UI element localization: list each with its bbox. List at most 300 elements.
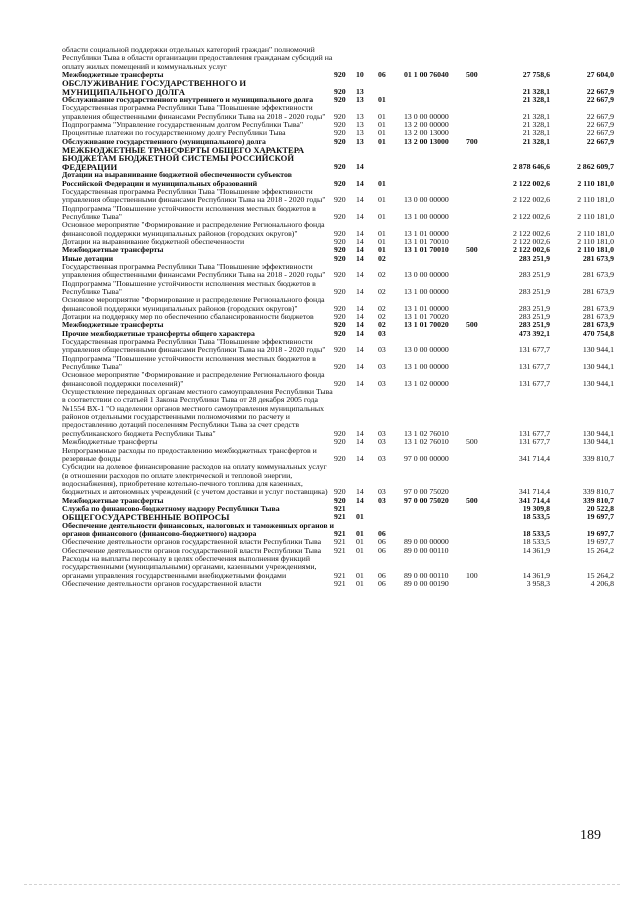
row-section-code: 14 [356,228,364,238]
row-subsection-code [378,505,404,513]
row-subsection-code: 02 [378,270,386,280]
row-section-code: 14 [356,487,364,497]
row-ministry-code: 920 [334,270,346,280]
row-amount-2019: 2 122 002,6 [512,195,550,205]
row-name: Государственная программа Республики Тыва "Повышение эффективности управления общественными финансами Республики Тыва на 2018 - 2020 годы" [62,186,326,205]
row-section-code [356,46,378,71]
table-row [62,580,614,588]
row-section-code: 01 [356,512,364,522]
row-section-code: 14 [356,253,364,263]
row-expense-type-code [466,388,492,438]
row-amount-2019: 27 758,6 [522,70,550,80]
row-amount-2020: 281 673,9 [582,320,614,330]
row-amount-2020: 130 944,1 [582,362,614,372]
table-row [62,188,614,205]
row-subsection-code: 03 [378,378,386,388]
row-amount-2020: 130 944,1 [582,378,614,388]
row-section-code: 14 [356,211,364,221]
row-target-article-code [404,255,466,263]
row-section-code: 01 [356,545,364,555]
row-amount-2020: 15 264,2 [586,570,614,580]
row-amount-2020: 281 673,9 [582,303,614,313]
row-ministry-code: 920 [334,320,346,330]
row-expense-type-code: 500 [466,70,478,80]
row-name: Дотации на поддержку мер по обеспечению сбалансированности бюджетов [62,312,314,321]
row-subsection-code: 03 [378,437,386,447]
row-ministry-code: 920 [334,161,346,171]
row-amount-2020: 2 110 181,0 [577,245,614,255]
row-amount-2019: 18 533,5 [522,512,550,522]
row-name: Дотации на выравнивание бюджетной обеспеченности [62,236,245,246]
row-expense-type-code [466,330,492,338]
row-amount-2019: 21 328,1 [522,95,550,105]
row-subsection-code: 06 [378,537,386,547]
row-section-code: 01 [356,570,364,580]
row-amount-2019: 131 677,7 [518,345,550,355]
row-expense-type-code [466,580,492,588]
row-subsection-code: 03 [378,428,386,438]
row-subsection-code: 03 [378,453,386,463]
row-amount-2019: 283 251,9 [518,312,550,321]
row-target-article-code [404,146,466,171]
row-expense-type-code [466,255,492,263]
row-subsection-code: 01 [378,111,386,121]
table-row [62,355,614,372]
row-amount-2019: 131 677,7 [518,437,550,447]
row-expense-type-code: 500 [466,245,478,255]
row-target-article-code [404,505,466,513]
row-target-article-code: 13 1 00 00000 [404,286,449,296]
row-target-article-code: 13 1 01 70020 [404,312,449,321]
row-subsection-code: 01 [378,228,386,238]
row-target-article-code: 97 0 00 75020 [404,495,449,505]
row-ministry-code: 921 [334,579,346,588]
row-amount-2020: 20 522,8 [586,503,614,513]
row-ministry-code: 920 [334,328,346,338]
row-amount-2019: 3 958,3 [526,579,550,588]
row-subsection-code [378,513,404,521]
table-row [62,463,614,496]
row-section-code: 14 [356,428,364,438]
row-target-article-code: 13 1 00 00000 [404,211,449,221]
row-name: Межбюджетные трансферты [62,320,164,330]
row-section-code: 14 [356,437,364,447]
row-amount-2019: 473 392,1 [518,328,550,338]
row-expense-type-code: 100 [466,570,478,580]
row-ministry-code: 920 [334,253,346,263]
row-subsection-code: 02 [378,303,386,313]
row-ministry-code: 920 [334,312,346,321]
row-target-article-code [404,522,466,539]
row-name: Обеспечение деятельности финансовых, налоговых и таможенных органов и органов финансового (финансово-бюджетного) надзора [62,520,335,538]
row-expense-type-code [466,121,492,129]
row-amount-2019: 21 328,1 [522,128,550,138]
row-target-article-code: 13 1 01 70010 [404,245,449,255]
row-amount-2020: 470 754,8 [582,328,614,338]
row-target-article-code: 13 0 00 00000 [404,111,449,121]
row-amount-2019: 341 714,4 [518,487,550,497]
table-row [62,205,614,222]
row-ministry-code: 920 [334,362,346,372]
row-section-code: 14 [356,195,364,205]
row-target-article-code: 13 2 00 00000 [404,120,449,130]
table-row [62,46,614,71]
row-amount-2019: 2 122 002,6 [512,211,550,221]
row-target-article-code: 13 1 00 00000 [404,362,449,372]
row-amount-2020: 27 604,0 [586,70,614,80]
row-name: Государственная программа Республики Тыва "Повышение эффективности управления общественными финансами Республики Тыва на 2018 - 2020 годы" [62,337,326,355]
row-name: Государственная программа Республики Тыва "Повышение эффективности управления общественными финансами Республики Тыва на 2018 - 2020 годы" [62,261,326,280]
row-expense-type-code: 700 [466,136,478,146]
row-target-article-code: 01 1 00 76040 [404,70,449,80]
row-ministry-code: 920 [334,228,346,238]
table-row [62,371,614,388]
row-name: Подпрограмма "Повышение устойчивости исполнения местных бюджетов в Республике Тыва" [62,203,316,221]
row-subsection-code: 01 [378,128,386,138]
row-amount-2019: 283 251,9 [518,286,550,296]
row-section-code: 13 [356,136,364,146]
row-section-code: 14 [356,161,364,171]
row-amount-2019: 18 533,5 [522,528,550,538]
row-amount-2020: 339 810,7 [582,495,614,505]
row-subsection-code: 01 [378,178,386,188]
row-expense-type-code [466,296,492,313]
row-subsection-code: 02 [378,253,386,263]
table-row [62,221,614,238]
row-amount-2019: 21 328,1 [522,136,550,146]
row-amount-2020: 281 673,9 [582,286,614,296]
row-subsection-code [378,79,404,96]
row-target-article-code: 89 0 00 00110 [404,545,449,555]
row-expense-type-code [466,263,492,280]
row-ministry-code: 920 [334,136,346,146]
row-amount-2019: 2 122 002,6 [512,236,550,246]
row-expense-type-code [466,171,492,188]
table-row [62,388,614,438]
row-subsection-code: 01 [378,120,386,130]
row-amount-2019: 21 328,1 [522,111,550,121]
row-expense-type-code [466,280,492,297]
row-amount-2020: 339 810,7 [582,453,614,463]
row-ministry-code: 920 [334,128,346,138]
row-section-code: 01 [356,537,364,547]
row-name: Обеспечение деятельности органов государственной власти [62,579,262,588]
row-ministry-code: 920 [334,70,346,80]
row-subsection-code: 06 [378,528,386,538]
row-amount-2020: 339 810,7 [582,487,614,497]
row-ministry-code: 920 [334,120,346,130]
row-expense-type-code [466,547,492,555]
row-section-code: 14 [356,245,364,255]
row-section-code: 14 [356,286,364,296]
row-name: Обслуживание государственного (муниципального) долга [62,136,266,146]
row-subsection-code: 06 [378,570,386,580]
row-ministry-code: 920 [334,195,346,205]
row-ministry-code: 920 [334,111,346,121]
row-name: ОБЩЕГОСУДАРСТВЕННЫЕ ВОПРОСЫ [62,512,230,523]
row-ministry-code: 920 [334,211,346,221]
row-ministry-code [334,46,356,71]
row-amount-2020: 130 944,1 [582,437,614,447]
row-name: Непрограммные расходы по предоставлению межбюджетных трансфертов и резервные фонды [62,445,317,463]
row-expense-type-code [466,522,492,539]
row-amount-2020: 19 697,7 [586,512,614,522]
row-ministry-code: 921 [334,545,346,555]
row-section-code: 14 [356,236,364,246]
table-row [62,338,614,355]
row-name: Основное мероприятие "Формирование и распределение Регионального фонда финансовой поддержки муниципальных районов (городских округов)" [62,295,325,313]
row-expense-type-code: 500 [466,437,478,447]
row-name: Прочие межбюджетные трансферты общего характера [62,328,255,338]
row-name: Подпрограмма "Повышение устойчивости исполнения местных бюджетов в Республике Тыва" [62,353,316,372]
row-name: Процентные платежи по государственному долгу Республики Тыва [62,128,286,138]
row-target-article-code: 13 1 01 00000 [404,228,449,238]
row-name: Обслуживание государственного внутреннего и муниципального долга [62,95,314,105]
row-expense-type-code [466,447,492,464]
row-subsection-code: 03 [378,328,386,338]
row-name: Дотации на выравнивание бюджетной обеспеченности субъектов Российской Федерации и муниципальных образований [62,170,292,188]
row-name: МЕЖБЮДЖЕТНЫЕ ТРАНСФЕРТЫ ОБЩЕГО ХАРАКТЕРА БЮДЖЕТАМ БЮДЖЕТНОЙ СИСТЕМЫ РОССИЙСКОЙ ФЕДЕРАЦИИ [62,145,305,172]
row-section-code: 14 [356,362,364,372]
row-section-code: 13 [356,111,364,121]
row-amount-2019: 283 251,9 [518,303,550,313]
row-ministry-code: 921 [334,537,346,547]
table-row [62,263,614,280]
row-subsection-code [378,146,404,171]
row-subsection-code: 03 [378,487,386,497]
row-target-article-code: 13 0 00 00000 [404,195,449,205]
row-amount-2020: 281 673,9 [582,270,614,280]
row-section-code: 14 [356,328,364,338]
row-name: Основное мероприятие "Формирование и распределение Регионального фонда финансовой поддержки поселений)" [62,370,325,388]
row-name: Обеспечение деятельности органов государственной власти Республики Тыва [62,537,322,547]
row-expense-type-code [466,538,492,546]
row-target-article-code: 13 2 00 13000 [404,136,449,146]
row-target-article-code: 89 0 00 00190 [404,579,449,588]
row-section-code: 14 [356,303,364,313]
table-row [62,79,614,96]
row-amount-2019: 14 361,9 [522,545,550,555]
row-target-article-code: 97 0 00 00000 [404,453,449,463]
budget-table-body [62,46,614,588]
row-ministry-code: 920 [334,495,346,505]
row-subsection-code: 03 [378,362,386,372]
row-amount-2020: 2 110 181,0 [577,178,614,188]
row-amount-2019: 131 677,7 [518,428,550,438]
row-subsection-code: 01 [378,245,386,255]
row-subsection-code: 06 [378,70,386,80]
row-ministry-code: 920 [334,286,346,296]
row-subsection-code [378,46,404,71]
row-section-code: 14 [356,495,364,505]
row-target-article-code: 89 0 00 00000 [404,537,449,547]
row-target-article-code: 13 1 02 76010 [404,428,449,438]
budget-table [62,46,614,588]
row-ministry-code: 920 [334,345,346,355]
row-section-code: 14 [356,345,364,355]
row-section-code: 13 [356,86,364,96]
row-subsection-code: 01 [378,236,386,246]
row-amount-2019: 131 677,7 [518,362,550,372]
row-name: Государственная программа Республики Тыва "Повышение эффективности управления общественными финансами Республики Тыва на 2018 - 2020 годы" [62,103,326,121]
footer-divider [24,884,620,885]
row-section-code: 01 [356,579,364,588]
row-target-article-code [404,171,466,188]
table-row [62,280,614,297]
row-section-code: 13 [356,128,364,138]
row-ministry-code: 921 [334,512,346,522]
row-amount-2019: 131 677,7 [518,378,550,388]
row-subsection-code: 02 [378,312,386,321]
row-target-article-code [404,330,466,338]
row-ministry-code: 921 [334,503,346,513]
row-name: Служба по финансово-бюджетному надзору Республики Тыва [62,503,280,513]
row-name: Расходы на выплаты персоналу в целях обеспечения выполнения функций государственными (муниципальными) органами, казенными учреждениями, органами управления государственными внебюджетными фондами [62,553,317,580]
row-amount-2019: 18 533,5 [522,537,550,547]
row-amount-2020: 2 110 181,0 [577,236,614,246]
table-row [62,447,614,464]
row-ministry-code: 920 [334,428,346,438]
row-amount-2020: 22 667,9 [586,136,614,146]
row-target-article-code: 13 0 00 00000 [404,345,449,355]
row-amount-2020: 22 667,9 [586,128,614,138]
row-name: Межбюджетные трансферты [62,70,164,80]
row-ministry-code: 921 [334,528,346,538]
row-subsection-code: 01 [378,211,386,221]
row-amount-2020: 2 862 609,7 [576,161,614,171]
row-subsection-code: 01 [378,136,386,146]
row-expense-type-code [466,355,492,372]
row-name: Межбюджетные трансферты [62,495,164,505]
row-amount-2020 [550,46,614,71]
row-subsection-code: 01 [378,195,386,205]
row-ministry-code: 920 [334,487,346,497]
table-row [62,555,614,580]
row-subsection-code: 01 [378,95,386,105]
row-amount-2020: 15 264,2 [586,545,614,555]
row-name: Иные дотации [62,253,114,263]
row-section-code: 14 [356,453,364,463]
row-subsection-code: 02 [378,320,386,330]
row-section-code: 14 [356,320,364,330]
row-section-code: 01 [356,528,364,538]
row-target-article-code: 89 0 00 00110 [404,570,449,580]
row-target-article-code: 13 1 01 70020 [404,320,449,330]
table-row [62,522,614,539]
row-ministry-code: 920 [334,453,346,463]
row-amount-2020: 281 673,9 [582,312,614,321]
row-expense-type-code: 500 [466,495,478,505]
row-expense-type-code [466,96,492,104]
row-expense-type-code [466,338,492,355]
row-target-article-code: 13 1 02 00000 [404,378,449,388]
row-target-article-code: 13 1 02 76010 [404,437,449,447]
row-target-article-code: 13 1 01 70010 [404,236,449,246]
row-amount-2019: 21 328,1 [522,86,550,96]
row-expense-type-code [466,188,492,205]
table-row [62,146,614,171]
row-amount-2020: 4 206,8 [590,579,614,588]
row-section-code: 13 [356,95,364,105]
row-amount-2019: 2 878 646,6 [512,161,550,171]
row-amount-2020: 281 673,9 [582,253,614,263]
row-ministry-code: 920 [334,95,346,105]
row-amount-2020: 22 667,9 [586,120,614,130]
row-amount-2019: 19 309,8 [522,503,550,513]
row-amount-2019: 2 122 002,6 [512,228,550,238]
row-amount-2019: 14 361,9 [522,570,550,580]
row-subsection-code: 03 [378,345,386,355]
row-amount-2019: 341 714,4 [518,495,550,505]
row-amount-2020: 22 667,9 [586,86,614,96]
row-expense-type-code [466,221,492,238]
row-name: Субсидии на долевое финансирование расходов на оплату коммунальных услуг (в отношении расходов по оплате электрической и тепловой энергии, водоснабжения), приобретение котельно-печного топлива для казенных, бюджетных и автономных учреждений (с учетом доставки и услуг поставщика) [62,462,328,497]
page-number: 189 [580,828,601,843]
row-target-article-code [404,513,466,521]
row-amount-2020: 130 944,1 [582,345,614,355]
row-subsection-code: 02 [378,286,386,296]
row-amount-2019: 283 251,9 [518,253,550,263]
row-amount-2020: 22 667,9 [586,95,614,105]
row-name: Основное мероприятие "Формирование и распределение Регионального фонда финансовой поддержки муниципальных районов (городских округов)" [62,220,325,238]
row-name: Подпрограмма "Управление государственным долгом Республики Тыва" [62,120,304,130]
row-subsection-code: 06 [378,545,386,555]
row-target-article-code [404,46,466,71]
row-amount-2020: 19 697,7 [586,537,614,547]
row-amount-2019: 2 122 002,6 [512,178,550,188]
row-amount-2019 [492,46,550,71]
row-amount-2020: 19 697,7 [586,528,614,538]
row-name: области социальной поддержки отдельных категорий граждан" полномочий Республики Тыва в области организации предоставления гражданам субсидий на оплату жилых помещений и коммунальных услуг [62,45,333,71]
row-expense-type-code [466,46,492,71]
row-amount-2019: 341 714,4 [518,453,550,463]
row-target-article-code: 13 1 01 00000 [404,303,449,313]
row-amount-2019: 21 328,1 [522,120,550,130]
row-section-code: 14 [356,312,364,321]
row-ministry-code: 920 [334,245,346,255]
row-target-article-code [404,79,466,96]
row-name: Межбюджетные трансферты [62,437,158,447]
row-expense-type-code: 500 [466,320,478,330]
table-row [62,104,614,121]
row-target-article-code: 13 0 00 00000 [404,270,449,280]
row-expense-type-code [466,371,492,388]
row-amount-2019: 283 251,9 [518,320,550,330]
row-ministry-code: 920 [334,378,346,388]
row-expense-type-code [466,505,492,513]
row-target-article-code: 97 0 00 75020 [404,487,449,497]
row-name: Подпрограмма "Повышение устойчивости исполнения местных бюджетов в Республике Тыва" [62,278,316,296]
row-amount-2020: 22 667,9 [586,111,614,121]
row-name: Обеспечение деятельности органов государственной власти Республики Тыва [62,545,322,555]
row-section-code: 10 [356,70,364,80]
row-name: ОБСЛУЖИВАНИЕ ГОСУДАРСТВЕННОГО И МУНИЦИПАЛЬНОГО ДОЛГА [62,78,247,97]
row-subsection-code: 06 [378,579,386,588]
row-target-article-code [404,96,466,104]
row-amount-2020: 2 110 181,0 [577,228,614,238]
row-expense-type-code [466,513,492,521]
row-expense-type-code [466,104,492,121]
row-amount-2019: 283 251,9 [518,270,550,280]
row-name: Межбюджетные трансферты [62,245,164,255]
row-section-code: 14 [356,178,364,188]
row-section-code: 14 [356,378,364,388]
table-row [62,296,614,313]
row-ministry-code: 920 [334,86,346,96]
row-ministry-code: 920 [334,437,346,447]
row-amount-2020: 2 110 181,0 [577,211,614,221]
row-ministry-code: 920 [334,178,346,188]
